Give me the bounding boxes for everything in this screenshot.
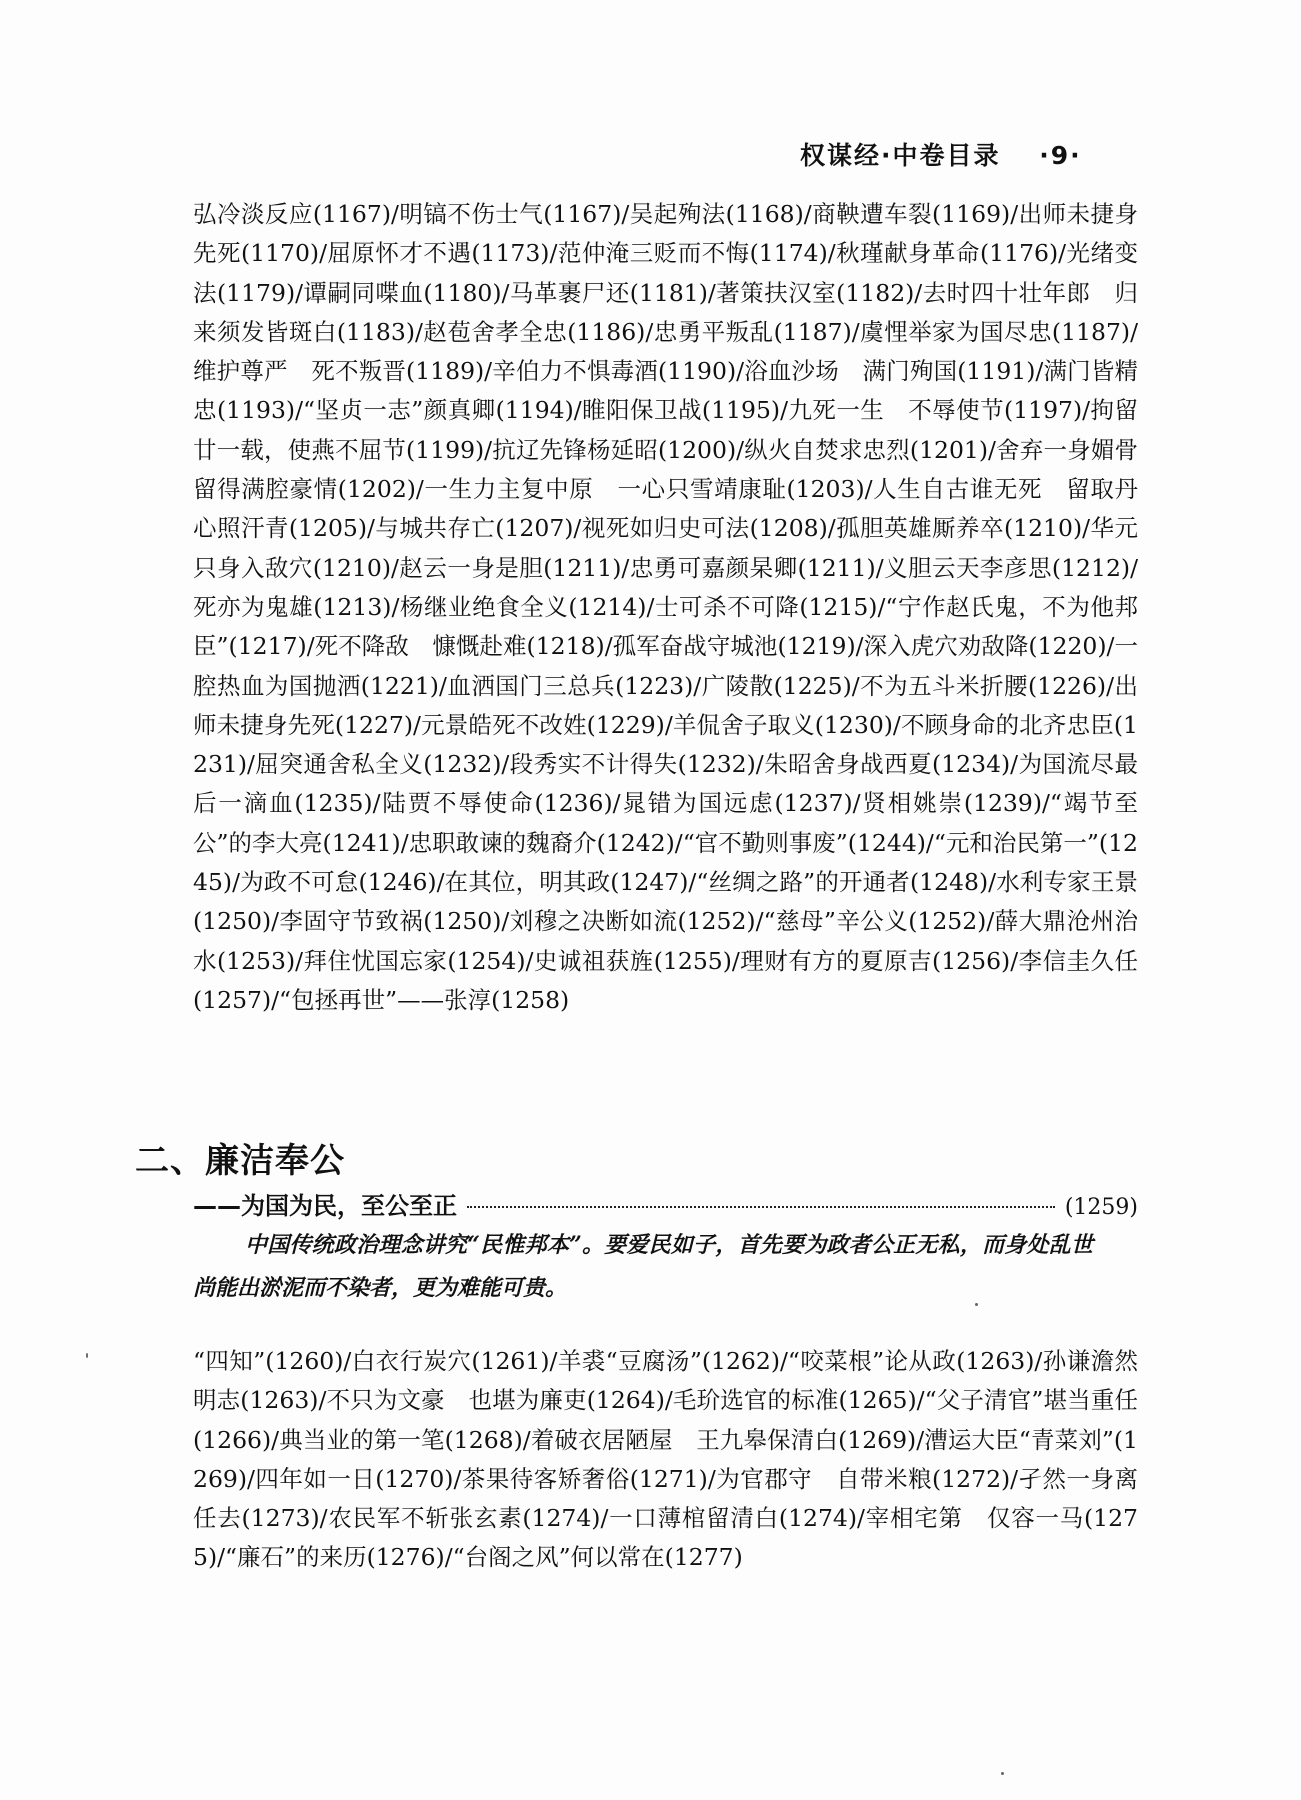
section-page-ref: (1259): [1064, 1195, 1138, 1220]
dot-leader: [467, 1206, 1055, 1208]
section2-entries: “四知”(1260)/白衣行炭穴(1261)/羊裘“豆腐汤”(1262)/“咬菜根”论从政(1263)/孙谦澹然明志(1263)/不只为文豪 也堪为廉吏(1264)/毛玠选官的标准(1265)/“父子清官”堪当重任(1266)/典当业的第一笔(1268)/着破衣居陋屋 王九皋保清白(1269)/漕运大臣“青菜刘”(1269)/四年如一日(1270)/茶果待客矫奢俗(1271)/为官郡守 自带米粮(1272)/孑然一身离任去(1273)/农民军不斩张玄素(1274)/一口薄棺留清白(1274)/宰相宅第 仅容一马(1275)/“廉石”的来历(1276)/“台阁之风”何以常在(1277): [193, 1347, 1138, 1572]
running-title: 权谋经·中卷目录: [800, 141, 1001, 170]
section-abstract: 中国传统政治理念讲究“民惟邦本”。要爱民如子，首先要为政者公正无私，而身处乱世尚能出淤泥而不染者，更为难能可贵。: [193, 1232, 1093, 1301]
section1-continued-entries: 弘冷淡反应(1167)/明镐不伤士气(1167)/吴起殉法(1168)/商鞅遭车裂(1169)/出师未捷身先死(1170)/屈原怀才不遇(1173)/范仲淹三贬而不悔(1174)/秋瑾献身革命(1176)/光绪变法(1179)/谭嗣同喋血(1180)/马革裹尸还(1181)/著策扶汉室(1182)/去时四十壮年郎 归来须发皆斑白(1183)/赵苞舍孝全忠(1186)/忠勇平叛乱(1187)/虞悝举家为国尽忠(1187)/维护尊严 死不叛晋(1189)/辛伯力不惧毒酒(1190)/浴血沙场 满门殉国(1191)/满门皆精忠(1193)/“坚贞一志”颜真卿(1194)/睢阳保卫战(1195)/九死一生 不辱使节(1197)/拘留廿一载，使燕不屈节(1199)/抗辽先锋杨延昭(1200)/纵火自焚求忠烈(1201)/舍弃一身媚骨 留得满腔豪情(1202)/一生力主复中原 一心只雪靖康耻(1203)/人生自古谁无死 留取丹心照汗青(1205)/与城共存亡(1207)/视死如归史可法(1208)/孤胆英雄厮养卒(1210)/华元只身入敌穴(1210)/赵云一身是胆(1211)/忠勇可嘉颜杲卿(1211)/义胆云天李彦思(1212)/死亦为鬼雄(1213)/杨继业绝食全义(1214)/士可杀不可降(1215)/“宁作赵氏鬼，不为他邦臣”(1217)/死不降敌 慷慨赴难(1218)/孤军奋战守城池(1219)/深入虎穴劝敌降(1220)/一腔热血为国抛洒(1221)/血洒国门三总兵(1223)/广陵散(1225)/不为五斗米折腰(1226)/出师未捷身先死(1227)/元景皓死不改姓(1229)/羊侃舍子取义(1230)/不顾身命的北齐忠臣(1231)/屈突通舍私全义(1232)/段秀实不计得失(1232)/朱昭舍身战西夏(1234)/为国流尽最后一滴血(1235)/陆贾不辱使命(1236)/晁错为国远虑(1237)/贤相姚崇(1239)/“竭节至公”的李大亮(1241)/忠职敢谏的魏裔介(1242)/“官不勤则事废”(1244)/“元和治民第一”(1245)/为政不可怠(1246)/在其位，明其政(1247)/“丝绸之路”的开通者(1248)/水利专家王景(1250)/李固守节致祸(1250)/刘穆之决断如流(1252)/“慈母”辛公义(1252)/薛大鼎沧州治水(1253)/拜住忧国忘家(1254)/史诚祖获旌(1255)/理财有方的夏原吉(1256)/李信圭久任(1257)/“包拯再世”——张淳(1258): [193, 200, 1162, 1014]
scan-speck: [975, 1303, 978, 1306]
running-header: [800, 136, 1140, 172]
section-heading: 二、廉洁奉公: [135, 1141, 345, 1181]
scan-speck: [86, 1353, 88, 1358]
page-number: ·9·: [1039, 141, 1082, 170]
scan-speck: [1001, 1772, 1004, 1775]
section-subtitle: ——为国为民，至公至正: [193, 1192, 457, 1220]
toc-subtitle-line: [193, 1186, 1138, 1221]
